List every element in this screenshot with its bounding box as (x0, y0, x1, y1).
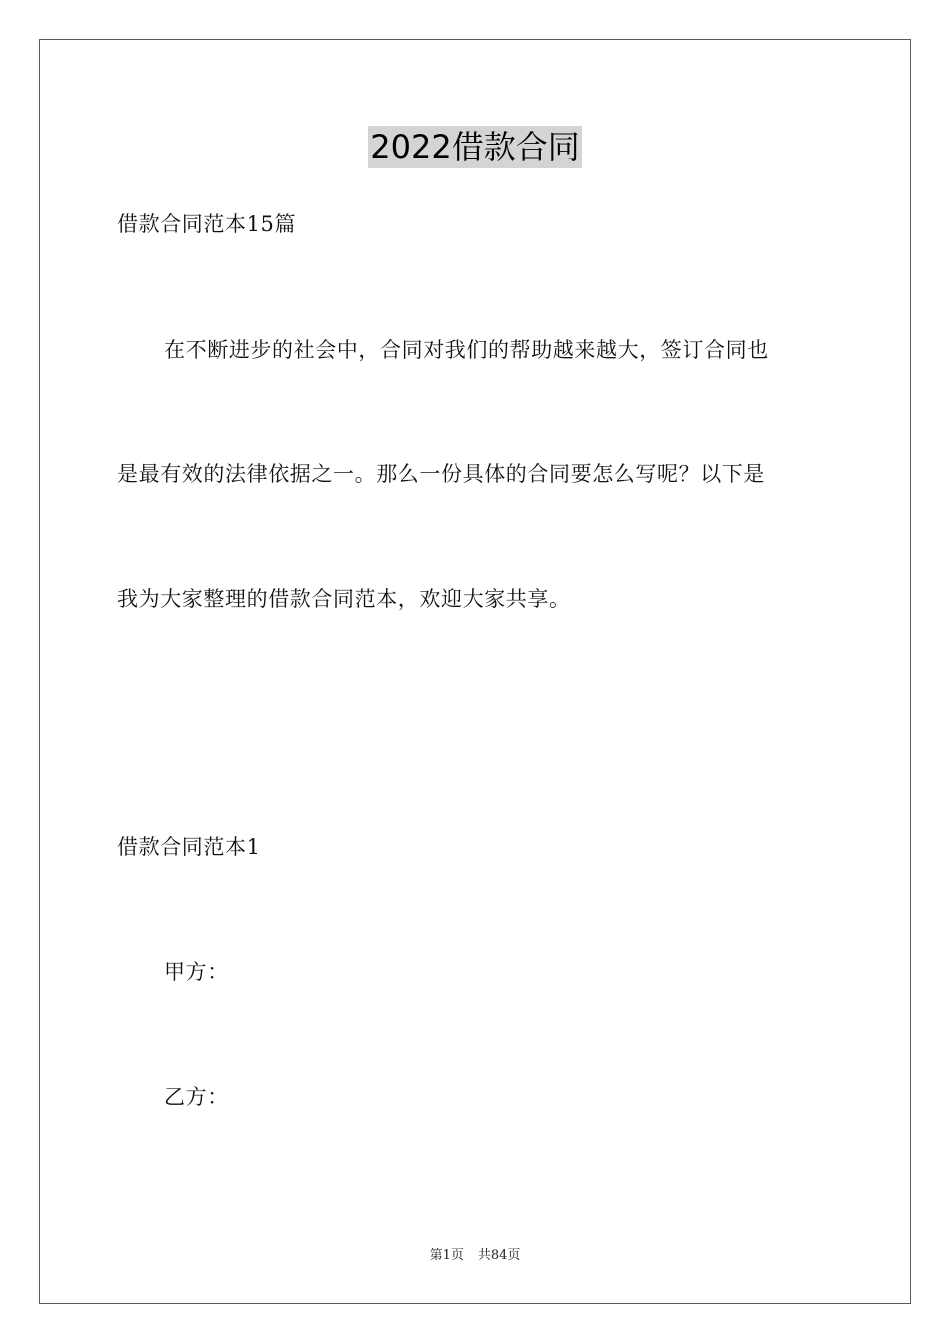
intro-paragraph-line-2: 是最有效的法律依据之一。那么一份具体的合同要怎么写呢？以下是 (117, 462, 765, 486)
total-pages: 共84页 (477, 1248, 521, 1263)
party-b-label: 乙方： (164, 1085, 229, 1109)
page-number: 第1页 (429, 1248, 464, 1263)
document-subtitle: 借款合同范本15篇 (117, 212, 297, 236)
section-heading: 借款合同范本1 (117, 835, 261, 859)
title-container (0, 126, 950, 168)
document-title: 2022借款合同 (370, 128, 580, 166)
party-a-label: 甲方： (164, 960, 229, 984)
intro-paragraph-line-3: 我为大家整理的借款合同范本，欢迎大家共享。 (117, 587, 571, 611)
intro-paragraph-line-1: 在不断进步的社会中，合同对我们的帮助越来越大，签订合同也 (164, 338, 769, 362)
page-footer (0, 1247, 950, 1265)
